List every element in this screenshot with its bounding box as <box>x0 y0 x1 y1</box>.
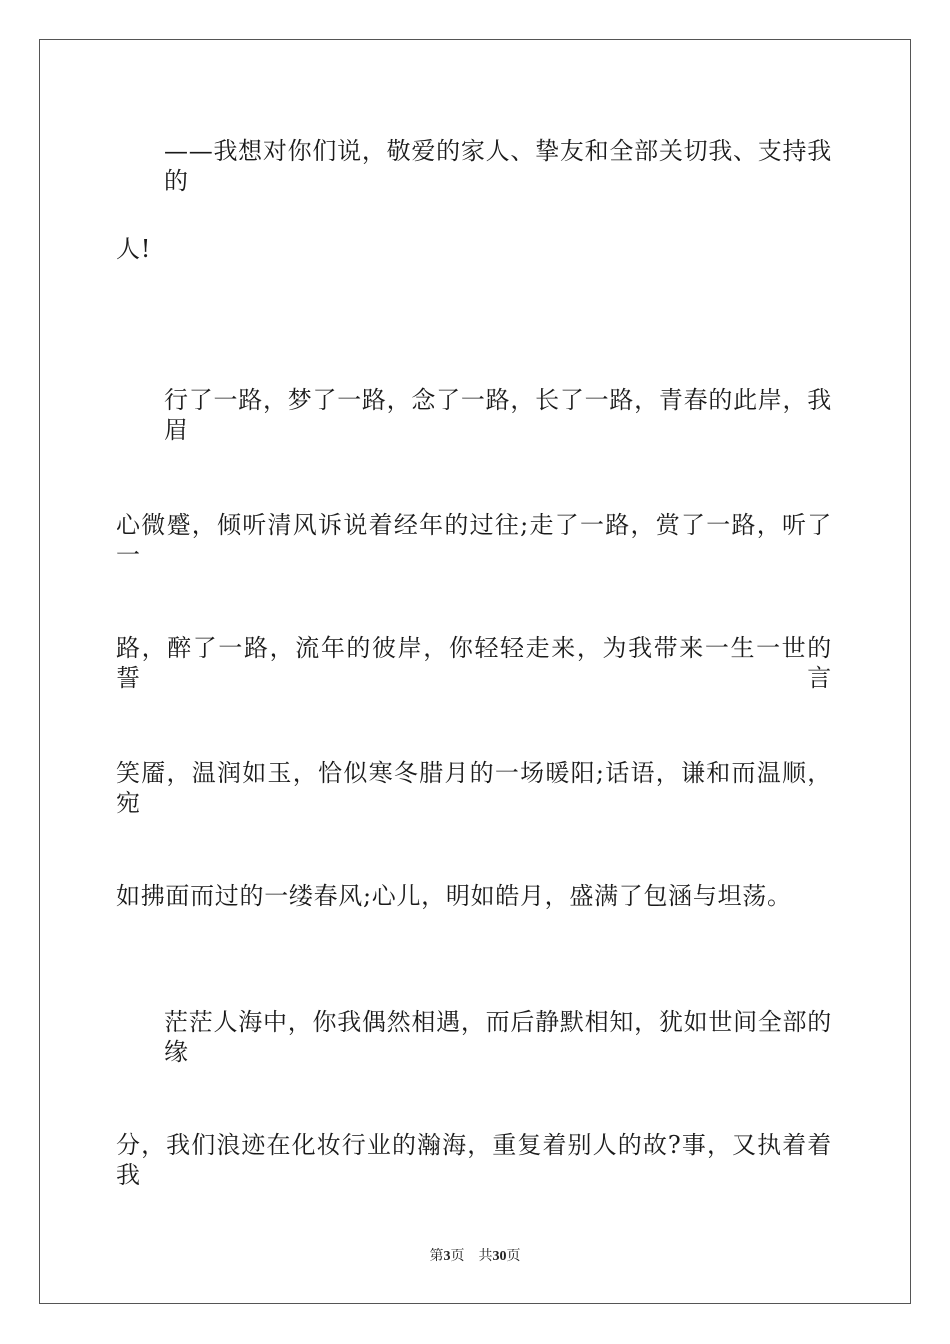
footer-page-unit: 页 <box>450 1248 465 1264</box>
text-line-2: 人! <box>116 235 152 263</box>
total-page-count: 30 <box>492 1249 507 1264</box>
text-line-8: 茫茫人海中，你我偶然相遇，而后静默相知，犹如世间全部的缘 <box>164 1008 832 1066</box>
text-line-7: 如拂面而过的一缕春风;心儿，明如皓月，盛满了包涵与坦荡。 <box>116 882 792 910</box>
text-line-3: 行了一路，梦了一路，念了一路，长了一路，青春的此岸，我眉 <box>164 386 832 444</box>
text-line-1: ——我想对你们说，敬爱的家人、挚友和全部关切我、支持我的 <box>164 137 832 195</box>
current-page-number: 3 <box>443 1249 451 1264</box>
text-line-4: 心微蹙，倾听清风诉说着经年的过往;走了一路，赏了一路，听了一 <box>116 511 832 569</box>
text-line-5: 路，醉了一路，流年的彼岸，你轻轻走来，为我带来一生一世的誓言 <box>116 634 832 692</box>
footer-total-prefix: 共 <box>478 1248 493 1264</box>
page-footer <box>0 1247 950 1266</box>
footer-prefix: 第 <box>429 1248 444 1264</box>
footer-total-unit: 页 <box>506 1248 521 1264</box>
text-line-9: 分，我们浪迹在化妆行业的瀚海，重复着别人的故?事，又执着着我 <box>116 1131 832 1189</box>
text-line-6: 笑靥，温润如玉，恰似寒冬腊月的一场暖阳;话语，谦和而温顺，宛 <box>116 759 832 817</box>
